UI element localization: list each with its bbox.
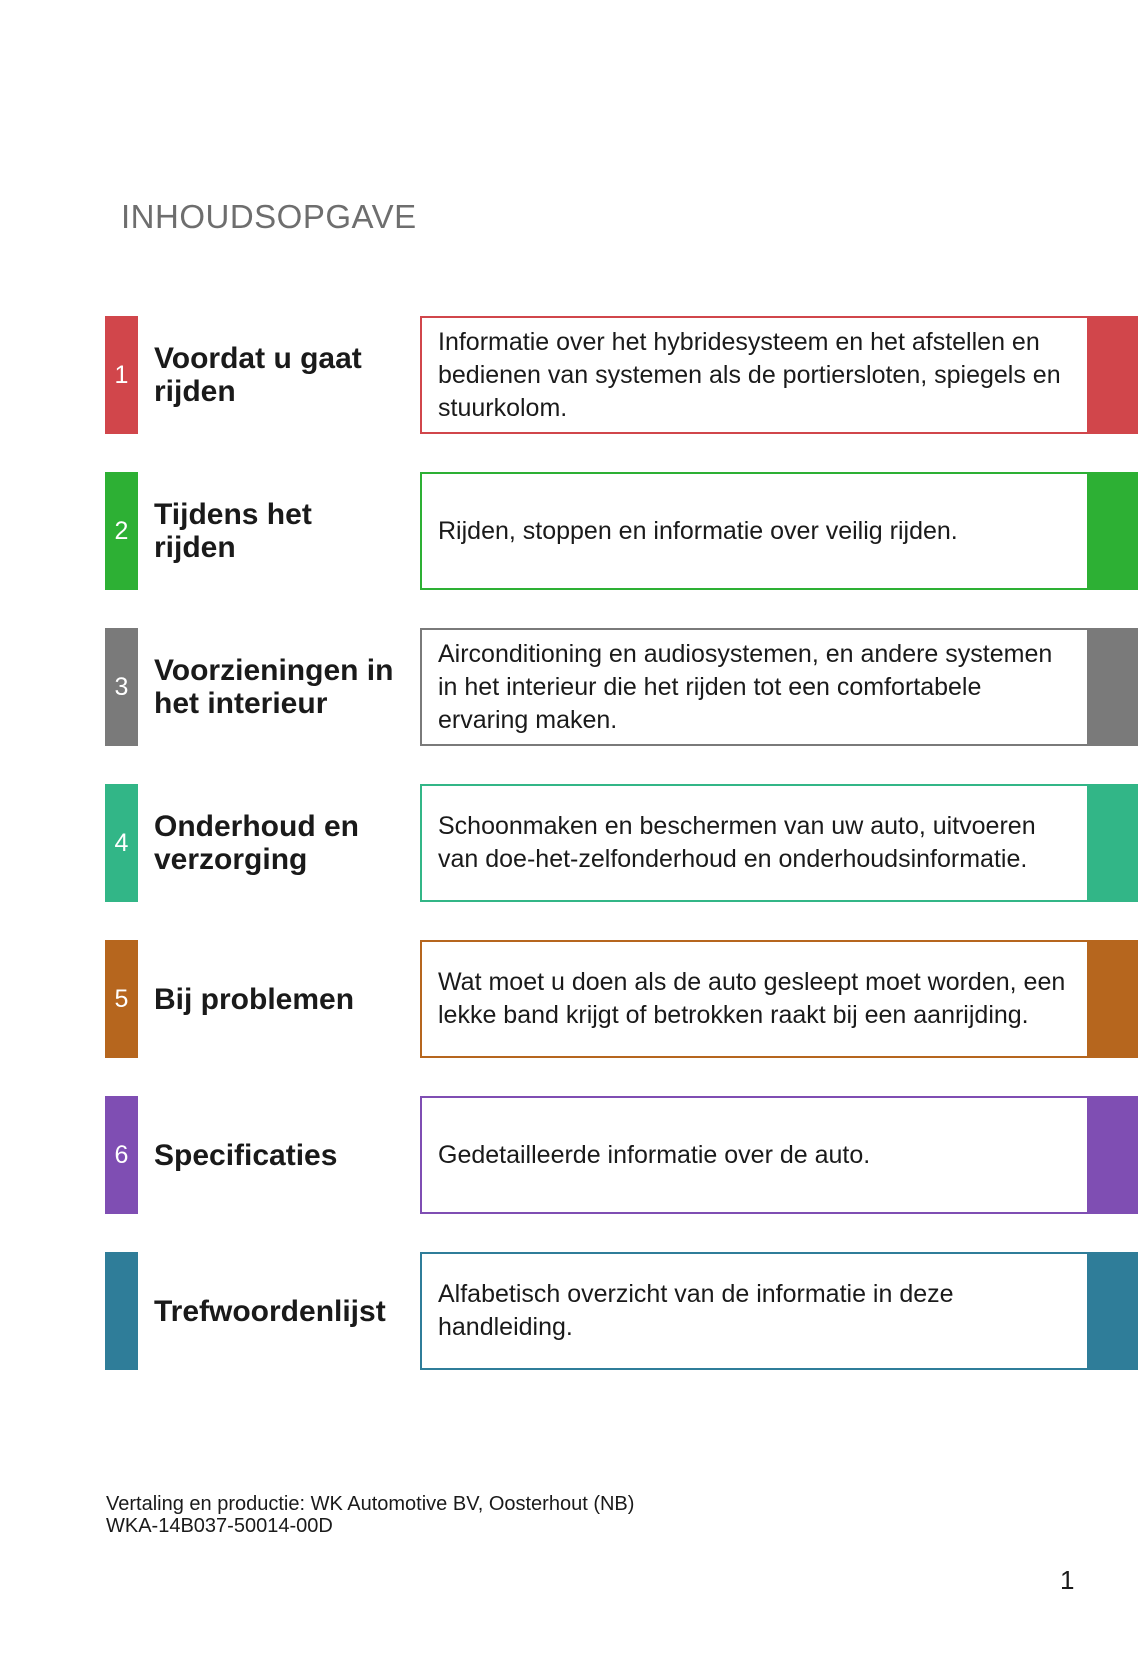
toc-row-index[interactable] xyxy=(0,1252,1142,1370)
page-title: INHOUDSOPGAVE xyxy=(121,198,417,235)
section-number-tab: 2 xyxy=(105,472,138,590)
toc-row-2[interactable] xyxy=(0,472,1142,590)
section-description-text: Schoonmaken en beschermen van uw auto, uitvoeren van doe-het-zelfonderhoud en onderhoudsinformatie. xyxy=(438,812,1036,873)
toc-row-3[interactable] xyxy=(0,628,1142,746)
footer-credits: Vertaling en productie: WK Automotive BV, Oosterhout (NB) xyxy=(106,1493,635,1515)
section-side-tab[interactable] xyxy=(1087,628,1138,746)
section-description xyxy=(420,472,1087,590)
footer-code: WKA-14B037-50014-00D xyxy=(106,1515,333,1537)
section-title[interactable]: Tijdens het rijden xyxy=(154,498,312,564)
section-description xyxy=(420,784,1087,902)
section-side-tab[interactable] xyxy=(1087,1096,1138,1214)
section-title[interactable]: Voorzieningen in het interieur xyxy=(154,654,394,720)
section-title[interactable]: Voordat u gaat rijden xyxy=(154,342,362,408)
section-description xyxy=(420,940,1087,1058)
page-number: 1 xyxy=(1060,1565,1075,1595)
footer xyxy=(106,1493,634,1537)
section-side-tab[interactable] xyxy=(1087,1252,1138,1370)
section-description-text: Airconditioning en audiosystemen, en andere systemen in het interieur die het rijden tot een comfortabele ervaring maken. xyxy=(438,639,1053,734)
section-title[interactable]: Specificaties xyxy=(154,1138,338,1172)
section-description xyxy=(420,316,1087,434)
toc-row-1[interactable] xyxy=(0,316,1142,434)
section-number-tab: 6 xyxy=(105,1096,138,1214)
section-title[interactable]: Onderhoud en verzorging xyxy=(154,810,359,876)
section-description-text: Alfabetisch overzicht van de informatie in deze handleiding. xyxy=(438,1280,954,1341)
section-number-tab: 1 xyxy=(105,316,138,434)
section-side-tab[interactable] xyxy=(1087,472,1138,590)
section-number-tab: 3 xyxy=(105,628,138,746)
section-description-text: Rijden, stoppen en informatie over veilig rijden. xyxy=(438,516,958,545)
toc-row-4[interactable] xyxy=(0,784,1142,902)
section-number-tab: 5 xyxy=(105,940,138,1058)
section-description-text: Gedetailleerde informatie over de auto. xyxy=(438,1140,871,1169)
section-side-tab[interactable] xyxy=(1087,940,1138,1058)
section-description xyxy=(420,1252,1087,1370)
section-description-text: Wat moet u doen als de auto gesleept moet worden, een lekke band krijgt of betrokken raakt bij een aanrijding. xyxy=(438,968,1066,1029)
section-number-tab xyxy=(105,1252,138,1370)
toc-row-6[interactable] xyxy=(0,1096,1142,1214)
section-side-tab[interactable] xyxy=(1087,784,1138,902)
section-side-tab[interactable] xyxy=(1087,316,1138,434)
toc-row-5[interactable] xyxy=(0,940,1142,1058)
section-number-tab: 4 xyxy=(105,784,138,902)
section-description xyxy=(420,628,1087,746)
section-title[interactable]: Trefwoordenlijst xyxy=(154,1294,386,1328)
section-description-text: Informatie over het hybridesysteem en het afstellen en bedienen van systemen als de portiersloten, spiegels en stuurkolom. xyxy=(438,327,1061,422)
section-description xyxy=(420,1096,1087,1214)
section-title[interactable]: Bij problemen xyxy=(154,982,355,1016)
